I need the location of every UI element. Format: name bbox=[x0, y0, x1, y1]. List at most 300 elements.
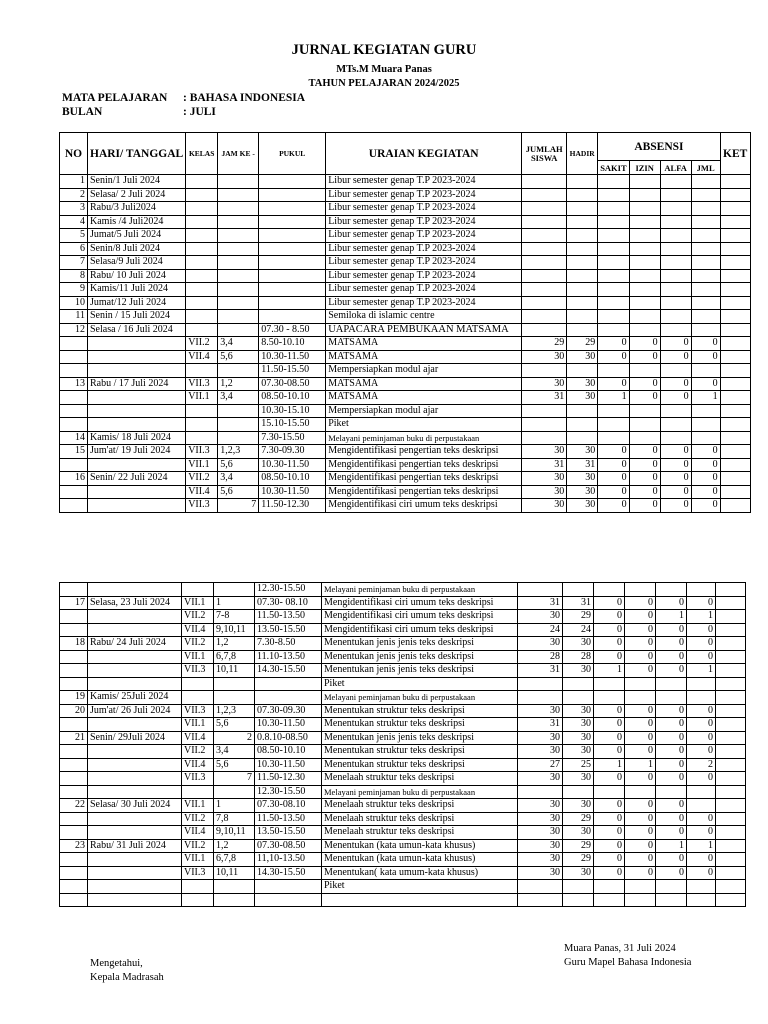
cell-jam bbox=[218, 296, 259, 310]
cell-alfa: 0 bbox=[656, 718, 687, 732]
cell-pukul bbox=[259, 175, 326, 189]
cell-kelas: VII.1 bbox=[182, 650, 214, 664]
cell-jumlah: 30 bbox=[518, 637, 563, 651]
cell-no bbox=[60, 785, 88, 799]
cell-jam: 6,7,8 bbox=[214, 650, 255, 664]
cell-jumlah: 30 bbox=[518, 799, 563, 813]
cell-sakit: 0 bbox=[594, 772, 625, 786]
cell-day: Jumat/12 Juli 2024 bbox=[88, 296, 186, 310]
cell-jml: 1 bbox=[687, 610, 716, 624]
cell-jam: 5,6 bbox=[218, 458, 259, 472]
cell-no bbox=[60, 866, 88, 880]
table-row bbox=[60, 650, 746, 664]
cell-izin bbox=[629, 404, 660, 418]
table-row bbox=[60, 256, 751, 270]
cell-alfa bbox=[660, 188, 691, 202]
cell-kelas bbox=[186, 404, 218, 418]
cell-izin: 0 bbox=[625, 731, 656, 745]
cell-pukul: 07.30-08.10 bbox=[255, 799, 322, 813]
cell-jam: 1,2 bbox=[214, 637, 255, 651]
cell-jumlah: 30 bbox=[522, 472, 567, 486]
cell-pukul: 10.30-11.50 bbox=[259, 458, 326, 472]
cell-kelas: VII.2 bbox=[186, 337, 218, 351]
cell-alfa bbox=[656, 583, 687, 597]
cell-hadir: 30 bbox=[563, 731, 594, 745]
cell-uraian: Libur semester genap T.P 2023-2024 bbox=[326, 202, 522, 216]
cell-kelas bbox=[186, 283, 218, 297]
cell-jumlah: 30 bbox=[522, 377, 567, 391]
cell-pukul: 11.50-13.50 bbox=[255, 812, 322, 826]
cell-ket bbox=[716, 583, 746, 597]
cell-uraian: Piket bbox=[322, 677, 518, 691]
cell-izin bbox=[629, 310, 660, 324]
cell-izin bbox=[629, 202, 660, 216]
cell-hadir bbox=[567, 431, 598, 445]
cell-no: 5 bbox=[60, 229, 88, 243]
cell-sakit bbox=[598, 269, 629, 283]
cell-no: 3 bbox=[60, 202, 88, 216]
cell-no bbox=[60, 650, 88, 664]
cell-jml: 1 bbox=[691, 391, 720, 405]
cell-hadir: 30 bbox=[563, 799, 594, 813]
cell-sakit bbox=[598, 323, 629, 337]
cell-sakit bbox=[594, 691, 625, 705]
cell-jml: 0 bbox=[687, 718, 716, 732]
cell-izin: 0 bbox=[629, 391, 660, 405]
col-alfa: ALFA bbox=[660, 161, 691, 175]
cell-pukul bbox=[259, 296, 326, 310]
cell-kelas bbox=[186, 256, 218, 270]
table-row bbox=[60, 202, 751, 216]
cell-pukul: 10.30-11.50 bbox=[255, 718, 322, 732]
table-row bbox=[60, 458, 751, 472]
table-row bbox=[60, 323, 751, 337]
cell-jumlah: 30 bbox=[518, 704, 563, 718]
table-row bbox=[60, 215, 751, 229]
cell-alfa: 0 bbox=[660, 350, 691, 364]
cell-sakit: 0 bbox=[594, 610, 625, 624]
cell-ket bbox=[716, 785, 746, 799]
cell-pukul: 14.30-15.50 bbox=[255, 664, 322, 678]
cell-no: 1 bbox=[60, 175, 88, 189]
col-kelas: KELAS bbox=[186, 133, 218, 175]
cell-sakit: 0 bbox=[598, 445, 629, 459]
cell-izin: 0 bbox=[625, 650, 656, 664]
cell-pukul: 11.10-13.50 bbox=[255, 650, 322, 664]
cell-jml: 0 bbox=[691, 472, 720, 486]
cell-jml: 0 bbox=[687, 853, 716, 867]
cell-no: 14 bbox=[60, 431, 88, 445]
cell-uraian: Menentukan struktur teks deskripsi bbox=[322, 704, 518, 718]
cell-izin: 0 bbox=[625, 772, 656, 786]
cell-izin: 0 bbox=[629, 485, 660, 499]
cell-ket bbox=[720, 188, 750, 202]
subject-label: MATA PELAJARAN bbox=[62, 92, 168, 104]
table-row bbox=[60, 758, 746, 772]
cell-sakit: 0 bbox=[594, 745, 625, 759]
cell-ket bbox=[716, 650, 746, 664]
cell-alfa: 0 bbox=[660, 485, 691, 499]
cell-uraian: Menentukan jenis jenis teks deskripsi bbox=[322, 731, 518, 745]
table-row bbox=[60, 812, 746, 826]
col-uraian: URAIAN KEGIATAN bbox=[326, 133, 522, 175]
cell-jml: 0 bbox=[687, 772, 716, 786]
cell-hadir bbox=[567, 215, 598, 229]
col-jml: JML bbox=[691, 161, 720, 175]
cell-ket bbox=[716, 772, 746, 786]
cell-sakit: 0 bbox=[594, 623, 625, 637]
cell-ket bbox=[716, 623, 746, 637]
cell-day bbox=[88, 458, 186, 472]
cell-pukul: 11,10-13.50 bbox=[255, 853, 322, 867]
cell-ket bbox=[716, 718, 746, 732]
cell-pukul bbox=[259, 215, 326, 229]
cell-jam: 10,11 bbox=[214, 664, 255, 678]
cell-kelas bbox=[186, 296, 218, 310]
cell-no: 4 bbox=[60, 215, 88, 229]
cell-hadir: 30 bbox=[567, 472, 598, 486]
cell-sakit: 1 bbox=[594, 758, 625, 772]
cell-izin bbox=[625, 583, 656, 597]
table-row bbox=[60, 596, 746, 610]
table-row bbox=[60, 296, 751, 310]
cell-pukul bbox=[259, 283, 326, 297]
cell-no bbox=[60, 758, 88, 772]
cell-jumlah bbox=[522, 175, 567, 189]
table-row bbox=[60, 350, 751, 364]
cell-day bbox=[88, 391, 186, 405]
cell-day bbox=[88, 337, 186, 351]
cell-jam bbox=[218, 256, 259, 270]
cell-alfa: 0 bbox=[656, 853, 687, 867]
cell-no: 10 bbox=[60, 296, 88, 310]
col-pukul: PUKUL bbox=[259, 133, 326, 175]
cell-kelas: VII.2 bbox=[182, 610, 214, 624]
cell-izin bbox=[629, 215, 660, 229]
cell-alfa bbox=[660, 202, 691, 216]
table-row bbox=[60, 664, 746, 678]
col-no: NO bbox=[60, 133, 88, 175]
cell-uraian: Melayani peminjaman buku di perpustakaan bbox=[326, 431, 522, 445]
cell-day: Jumat/5 Juli 2024 bbox=[88, 229, 186, 243]
cell-day bbox=[88, 499, 186, 513]
cell-kelas bbox=[186, 431, 218, 445]
cell-sakit bbox=[598, 229, 629, 243]
cell-sakit bbox=[598, 175, 629, 189]
cell-hadir bbox=[567, 229, 598, 243]
cell-kelas: VII.1 bbox=[182, 596, 214, 610]
academic-year: TAHUN PELAJARAN 2024/2025 bbox=[308, 78, 460, 89]
cell-alfa bbox=[660, 283, 691, 297]
cell-jml: 1 bbox=[687, 839, 716, 853]
cell-uraian: Mengidentifikasi ciri umum teks deskripsi bbox=[322, 610, 518, 624]
cell-jml: 0 bbox=[687, 745, 716, 759]
cell-hadir bbox=[567, 283, 598, 297]
cell-izin: 1 bbox=[625, 758, 656, 772]
table-row bbox=[60, 310, 751, 324]
cell-uraian: Mengidentifikasi pengertian teks deskripsi bbox=[326, 445, 522, 459]
cell-jumlah bbox=[522, 296, 567, 310]
cell-day bbox=[88, 893, 182, 907]
cell-jam: 1 bbox=[214, 596, 255, 610]
cell-izin bbox=[625, 785, 656, 799]
cell-alfa: 0 bbox=[656, 623, 687, 637]
cell-pukul: 08.50-10.10 bbox=[255, 745, 322, 759]
footer-acknowledge: Mengetahui, bbox=[90, 958, 143, 969]
cell-sakit: 0 bbox=[598, 337, 629, 351]
cell-ket bbox=[720, 283, 750, 297]
cell-day: Selasa / 16 Juli 2024 bbox=[88, 323, 186, 337]
cell-pukul: 10.30-11.50 bbox=[259, 350, 326, 364]
cell-ket bbox=[720, 404, 750, 418]
cell-kelas: VII.2 bbox=[182, 839, 214, 853]
cell-hadir bbox=[563, 880, 594, 894]
cell-kelas bbox=[186, 175, 218, 189]
cell-ket bbox=[720, 445, 750, 459]
cell-kelas: VII.4 bbox=[182, 731, 214, 745]
cell-kelas: VII.3 bbox=[186, 377, 218, 391]
cell-izin: 0 bbox=[625, 718, 656, 732]
cell-jam: 1,2 bbox=[218, 377, 259, 391]
cell-jumlah: 31 bbox=[522, 458, 567, 472]
cell-jumlah bbox=[522, 269, 567, 283]
cell-jam: 7 bbox=[214, 772, 255, 786]
cell-jumlah: 30 bbox=[522, 350, 567, 364]
cell-jumlah bbox=[522, 202, 567, 216]
cell-hadir bbox=[567, 269, 598, 283]
cell-ket bbox=[720, 485, 750, 499]
cell-kelas bbox=[186, 310, 218, 324]
cell-ket bbox=[720, 458, 750, 472]
cell-jam: 5,6 bbox=[218, 485, 259, 499]
cell-jumlah bbox=[522, 215, 567, 229]
table-row bbox=[60, 839, 746, 853]
table-row bbox=[60, 853, 746, 867]
cell-no bbox=[60, 350, 88, 364]
cell-sakit: 0 bbox=[594, 596, 625, 610]
cell-jumlah bbox=[522, 364, 567, 378]
table-row bbox=[60, 610, 746, 624]
cell-kelas bbox=[182, 583, 214, 597]
cell-day bbox=[88, 623, 182, 637]
cell-jml bbox=[687, 677, 716, 691]
cell-hadir bbox=[567, 188, 598, 202]
cell-uraian: Menentukan struktur teks deskripsi bbox=[322, 718, 518, 732]
cell-sakit bbox=[594, 880, 625, 894]
cell-no: 9 bbox=[60, 283, 88, 297]
cell-ket bbox=[720, 175, 750, 189]
cell-day bbox=[88, 880, 182, 894]
cell-sakit: 0 bbox=[594, 637, 625, 651]
cell-jml bbox=[691, 242, 720, 256]
cell-jml bbox=[691, 310, 720, 324]
cell-sakit bbox=[598, 431, 629, 445]
cell-uraian: Melayani peminjaman buku di perpustakaan bbox=[322, 785, 518, 799]
cell-kelas bbox=[182, 691, 214, 705]
cell-day bbox=[88, 664, 182, 678]
cell-kelas: VII.2 bbox=[182, 812, 214, 826]
month-value: : JULI bbox=[183, 106, 216, 118]
cell-pukul bbox=[259, 229, 326, 243]
table-row bbox=[60, 242, 751, 256]
cell-izin bbox=[625, 880, 656, 894]
cell-no: 22 bbox=[60, 799, 88, 813]
cell-jam bbox=[218, 418, 259, 432]
cell-ket bbox=[716, 812, 746, 826]
cell-hadir: 29 bbox=[563, 610, 594, 624]
cell-sakit bbox=[598, 283, 629, 297]
cell-kelas: VII.4 bbox=[186, 350, 218, 364]
cell-uraian: Libur semester genap T.P 2023-2024 bbox=[326, 175, 522, 189]
cell-sakit bbox=[594, 583, 625, 597]
cell-ket bbox=[716, 596, 746, 610]
cell-day: Selasa/9 Juli 2024 bbox=[88, 256, 186, 270]
cell-ket bbox=[716, 880, 746, 894]
cell-ket bbox=[720, 350, 750, 364]
cell-izin: 0 bbox=[625, 799, 656, 813]
cell-alfa bbox=[656, 785, 687, 799]
cell-ket bbox=[716, 866, 746, 880]
cell-izin: 0 bbox=[625, 839, 656, 853]
cell-alfa: 0 bbox=[656, 758, 687, 772]
cell-kelas: VII.3 bbox=[182, 772, 214, 786]
cell-jam bbox=[214, 893, 255, 907]
cell-jam bbox=[218, 404, 259, 418]
cell-uraian: MATSAMA bbox=[326, 350, 522, 364]
cell-uraian: Libur semester genap T.P 2023-2024 bbox=[326, 256, 522, 270]
cell-hadir: 31 bbox=[567, 458, 598, 472]
cell-kelas bbox=[186, 188, 218, 202]
cell-jam: 5,6 bbox=[218, 350, 259, 364]
cell-jml bbox=[691, 404, 720, 418]
cell-pukul bbox=[259, 188, 326, 202]
cell-kelas: VII.4 bbox=[182, 758, 214, 772]
cell-sakit: 0 bbox=[598, 458, 629, 472]
cell-no: 6 bbox=[60, 242, 88, 256]
cell-alfa bbox=[660, 310, 691, 324]
cell-sakit: 0 bbox=[594, 853, 625, 867]
cell-pukul: 8.50-10.10 bbox=[259, 337, 326, 351]
cell-pukul bbox=[255, 880, 322, 894]
cell-hadir: 30 bbox=[567, 499, 598, 513]
cell-jml: 0 bbox=[691, 445, 720, 459]
cell-jumlah bbox=[518, 677, 563, 691]
cell-kelas: VII.1 bbox=[182, 853, 214, 867]
cell-hadir bbox=[567, 323, 598, 337]
cell-sakit: 0 bbox=[598, 377, 629, 391]
cell-uraian: Menentukan( kata umum-kata khusus) bbox=[322, 866, 518, 880]
cell-izin: 0 bbox=[625, 853, 656, 867]
table-row bbox=[60, 404, 751, 418]
cell-pukul: 13.50-15.50 bbox=[255, 623, 322, 637]
cell-jam bbox=[218, 242, 259, 256]
cell-jumlah: 30 bbox=[518, 610, 563, 624]
cell-jam: 9,10,11 bbox=[214, 623, 255, 637]
cell-kelas bbox=[186, 242, 218, 256]
cell-alfa bbox=[656, 880, 687, 894]
cell-uraian: MATSAMA bbox=[326, 337, 522, 351]
cell-jam: 10,11 bbox=[214, 866, 255, 880]
cell-day bbox=[88, 610, 182, 624]
cell-alfa: 0 bbox=[660, 445, 691, 459]
cell-day: Senin/1 Juli 2024 bbox=[88, 175, 186, 189]
cell-jam: 7-8 bbox=[214, 610, 255, 624]
cell-jam: 1,2,3 bbox=[214, 704, 255, 718]
cell-ket bbox=[716, 853, 746, 867]
cell-ket bbox=[716, 799, 746, 813]
cell-pukul: 07.30-09.30 bbox=[255, 704, 322, 718]
cell-jam bbox=[214, 677, 255, 691]
cell-jam bbox=[218, 175, 259, 189]
cell-sakit bbox=[598, 202, 629, 216]
cell-hadir: 30 bbox=[563, 826, 594, 840]
cell-izin: 0 bbox=[625, 664, 656, 678]
cell-day bbox=[88, 583, 182, 597]
cell-jml: 0 bbox=[691, 337, 720, 351]
cell-jml: 0 bbox=[691, 377, 720, 391]
cell-pukul: 11.50-12.30 bbox=[259, 499, 326, 513]
cell-ket bbox=[720, 337, 750, 351]
cell-day: Selasa/ 30 Juli 2024 bbox=[88, 799, 182, 813]
cell-day: Rabu/ 31 Juli 2024 bbox=[88, 839, 182, 853]
table-row bbox=[60, 866, 746, 880]
cell-no bbox=[60, 337, 88, 351]
cell-jml bbox=[687, 799, 716, 813]
cell-ket bbox=[720, 431, 750, 445]
cell-uraian bbox=[322, 893, 518, 907]
cell-pukul bbox=[259, 202, 326, 216]
cell-pukul: 11.50-13.50 bbox=[255, 610, 322, 624]
col-absensi: ABSENSI bbox=[598, 133, 720, 161]
cell-no: 17 bbox=[60, 596, 88, 610]
cell-ket bbox=[720, 229, 750, 243]
cell-day bbox=[88, 745, 182, 759]
cell-day: Kamis/ 25Juli 2024 bbox=[88, 691, 182, 705]
cell-jumlah: 30 bbox=[522, 445, 567, 459]
cell-uraian: Mempersiapkan modul ajar bbox=[326, 404, 522, 418]
cell-no bbox=[60, 418, 88, 432]
cell-izin: 0 bbox=[629, 445, 660, 459]
cell-no bbox=[60, 718, 88, 732]
cell-izin: 0 bbox=[625, 637, 656, 651]
cell-jml: 0 bbox=[687, 650, 716, 664]
cell-izin: 0 bbox=[629, 499, 660, 513]
cell-jam bbox=[218, 202, 259, 216]
cell-day: Kamis /4 Juli2024 bbox=[88, 215, 186, 229]
cell-pukul: 08.50-10.10 bbox=[259, 472, 326, 486]
cell-alfa bbox=[660, 215, 691, 229]
cell-jumlah bbox=[522, 431, 567, 445]
subject-value: : BAHASA INDONESIA bbox=[183, 92, 306, 104]
cell-jam bbox=[214, 785, 255, 799]
cell-jml: 2 bbox=[687, 758, 716, 772]
cell-no bbox=[60, 458, 88, 472]
cell-alfa: 1 bbox=[656, 839, 687, 853]
cell-jam bbox=[218, 323, 259, 337]
cell-day bbox=[88, 853, 182, 867]
cell-jam: 6,7,8 bbox=[214, 853, 255, 867]
cell-jml: 0 bbox=[687, 637, 716, 651]
cell-alfa: 0 bbox=[656, 745, 687, 759]
cell-jam: 3,4 bbox=[214, 745, 255, 759]
cell-jml: 0 bbox=[687, 826, 716, 840]
cell-no: 15 bbox=[60, 445, 88, 459]
cell-uraian: Menentukan (kata umun-kata khusus) bbox=[322, 839, 518, 853]
cell-sakit bbox=[598, 188, 629, 202]
cell-izin: 0 bbox=[629, 472, 660, 486]
cell-alfa: 0 bbox=[656, 637, 687, 651]
cell-hadir: 30 bbox=[567, 445, 598, 459]
